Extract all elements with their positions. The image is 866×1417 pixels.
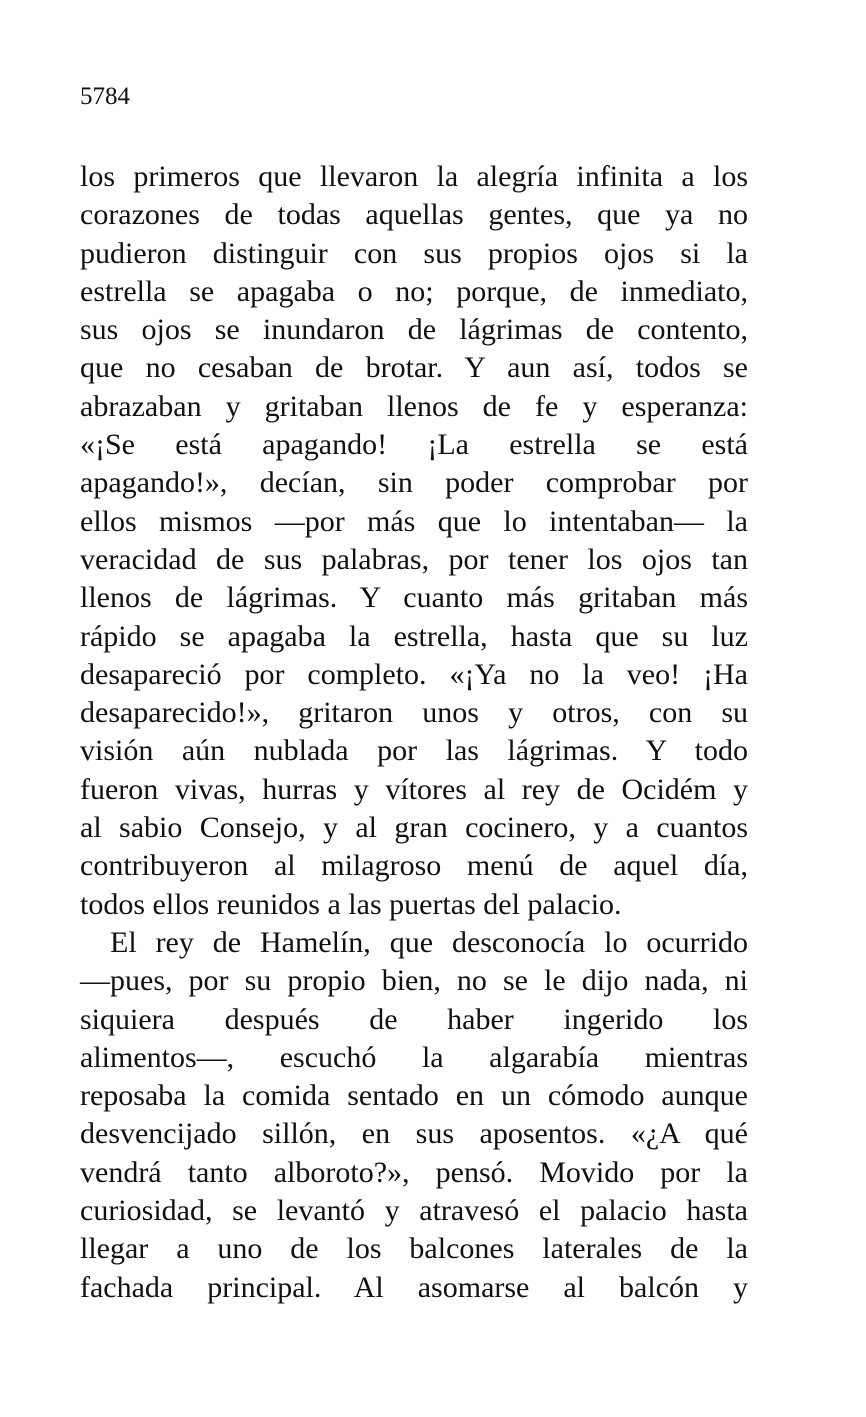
text-line: desaparecido!», gritaron unos y otros, con su (80, 696, 748, 730)
text-line: sus ojos se inundaron de lágrimas de contento, (80, 313, 748, 347)
text-line: los primeros que llevaron la alegría infinita a los (80, 160, 748, 193)
text-line: llegar a uno de los balcones laterales de la (80, 1232, 748, 1266)
text-line: contribuyeron al milagroso menú de aquel día, (80, 849, 748, 883)
paragraph (80, 158, 748, 924)
text-line: abrazaban y gritaban llenos de fe y esperanza: (80, 389, 748, 423)
text-body (80, 158, 748, 1307)
text-line: reposaba la comida sentado en un cómodo aunque (80, 1079, 748, 1113)
text-line: fueron vivas, hurras y vítores al rey de Ocidém y (80, 772, 748, 806)
text-line: al sabio Consejo, y al gran cocinero, y a cuantos (80, 811, 748, 845)
text-line: «¡Se está apagando! ¡La estrella se está (80, 428, 748, 462)
text-line: El rey de Hamelín, que desconocía lo ocurrido (110, 925, 748, 959)
text-line: todos ellos reunidos a las puertas del palacio. (80, 887, 622, 921)
text-line: rápido se apagaba la estrella, hasta que su luz (80, 619, 748, 653)
text-line: visión aún nublada por las lágrimas. Y todo (80, 734, 748, 768)
text-line: desvencijado sillón, en sus aposentos. «¿A qué (80, 1117, 748, 1151)
page-number: 5784 (80, 83, 130, 110)
text-line: alimentos—, escuchó la algarabía mientras (80, 1040, 748, 1074)
text-line: pudieron distinguir con sus propios ojos si la (80, 236, 748, 270)
text-line: desapareció por completo. «¡Ya no la veo! ¡Ha (80, 657, 748, 691)
text-line: que no cesaban de brotar. Y aun así, todos se (80, 351, 748, 385)
text-line: ellos mismos —por más que lo intentaban— la (80, 504, 748, 538)
text-line: curiosidad, se levantó y atravesó el palacio hasta (80, 1194, 748, 1228)
text-line: estrella se apagaba o no; porque, de inmediato, (80, 274, 748, 308)
text-line: —pues, por su propio bien, no se le dijo nada, ni (80, 964, 748, 998)
text-line: llenos de lágrimas. Y cuanto más gritaban más (80, 581, 748, 615)
text-line: apagando!», decían, sin poder comprobar por (80, 466, 748, 500)
text-line: veracidad de sus palabras, por tener los ojos tan (80, 542, 748, 576)
text-line: siquiera después de haber ingerido los (80, 1002, 748, 1036)
text-line: vendrá tanto alboroto?», pensó. Movido por la (80, 1155, 748, 1189)
paragraph (80, 924, 748, 1307)
text-line: corazones de todas aquellas gentes, que ya no (80, 198, 748, 232)
text-line: fachada principal. Al asomarse al balcón y (80, 1270, 748, 1304)
